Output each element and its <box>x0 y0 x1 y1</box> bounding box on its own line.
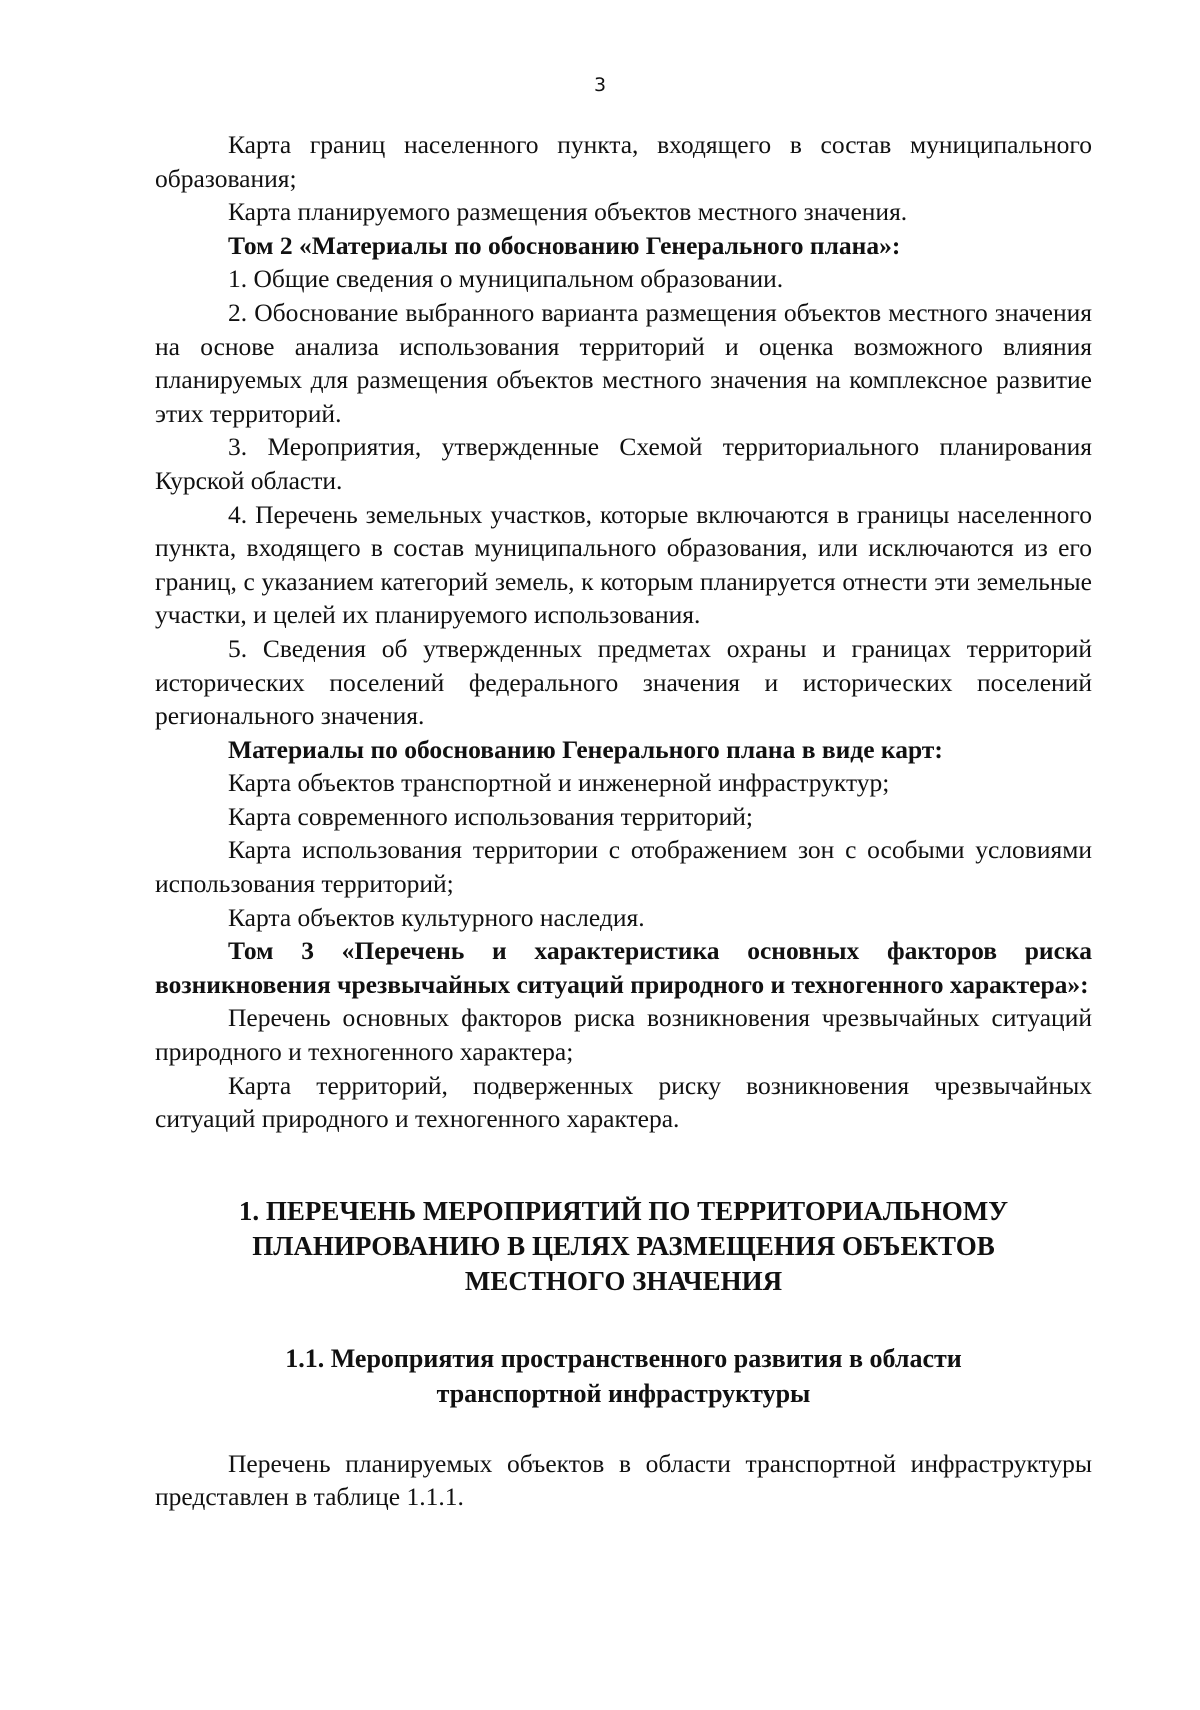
paragraph: Карта территорий, подверженных риску возникновения чрезвычайных ситуаций природного и техногенного характера. <box>155 1070 1092 1134</box>
map-item: Карта современного использования территорий; <box>228 801 753 831</box>
page-number: 3 <box>593 74 607 96</box>
closing-paragraph: Перечень планируемых объектов в области транспортной инфраструктуры представлен в таблице 1.1.1. <box>155 1448 1092 1512</box>
maps-heading: Материалы по обоснованию Генерального плана в виде карт: <box>228 734 943 764</box>
volume-3-heading: Том 3 «Перечень и характеристика основных факторов риска возникновения чрезвычайных ситуаций природного и техногенного характера»: <box>155 936 1092 999</box>
subsection-heading-line: 1.1. Мероприятия пространственного развития в области <box>285 1343 962 1373</box>
map-item: Карта использования территории с отображением зон с особыми условиями использования территорий; <box>155 835 1092 899</box>
paragraph: Карта границ населенного пункта, входящего в состав муниципального образования; <box>155 130 1092 193</box>
page-content <box>155 128 1092 1514</box>
map-item: Карта объектов транспортной и инженерной инфраструктур; <box>228 768 890 798</box>
list-item: 2. Обоснование выбранного варианта размещения объектов местного значения на основе анализа использования территорий и оценка возможного влияния планируемых для размещения объектов местного значения на комплексное развитие этих территорий. <box>155 297 1092 428</box>
section-heading-line: 1. ПЕРЕЧЕНЬ МЕРОПРИЯТИЙ ПО ТЕРРИТОРИАЛЬНОМУ <box>238 1195 1009 1226</box>
paragraph: Перечень основных факторов риска возникновения чрезвычайных ситуаций природного и техногенного характера; <box>155 1003 1092 1067</box>
subsection-heading-line: транспортной инфраструктуры <box>436 1378 811 1408</box>
list-item: 5. Сведения об утвержденных предметах охраны и границах территорий исторических поселений федерального значения и исторических поселений регионального значения. <box>155 633 1092 731</box>
volume-2-heading: Том 2 «Материалы по обоснованию Генерального плана»: <box>228 230 901 260</box>
map-item: Карта объектов культурного наследия. <box>228 902 645 932</box>
section-heading <box>155 1194 1092 1299</box>
list-item: 1. Общие сведения о муниципальном образовании. <box>228 264 784 294</box>
list-item: 4. Перечень земельных участков, которые включаются в границы населенного пункта, входящего в состав муниципального образования, или исключаются из его границ, с указанием категорий земель, к которым планируется отнести эти земельные участки, и целей их планируемого использования. <box>155 499 1092 630</box>
section-heading-line: ПЛАНИРОВАНИЮ В ЦЕЛЯХ РАЗМЕЩЕНИЯ ОБЪЕКТОВ <box>252 1230 995 1261</box>
list-item: 3. Мероприятия, утвержденные Схемой территориального планирования Курской области. <box>155 432 1092 495</box>
subsection-heading <box>155 1341 1092 1411</box>
section-heading-line: МЕСТНОГО ЗНАЧЕНИЯ <box>464 1265 783 1296</box>
paragraph: Карта планируемого размещения объектов местного значения. <box>228 197 908 227</box>
